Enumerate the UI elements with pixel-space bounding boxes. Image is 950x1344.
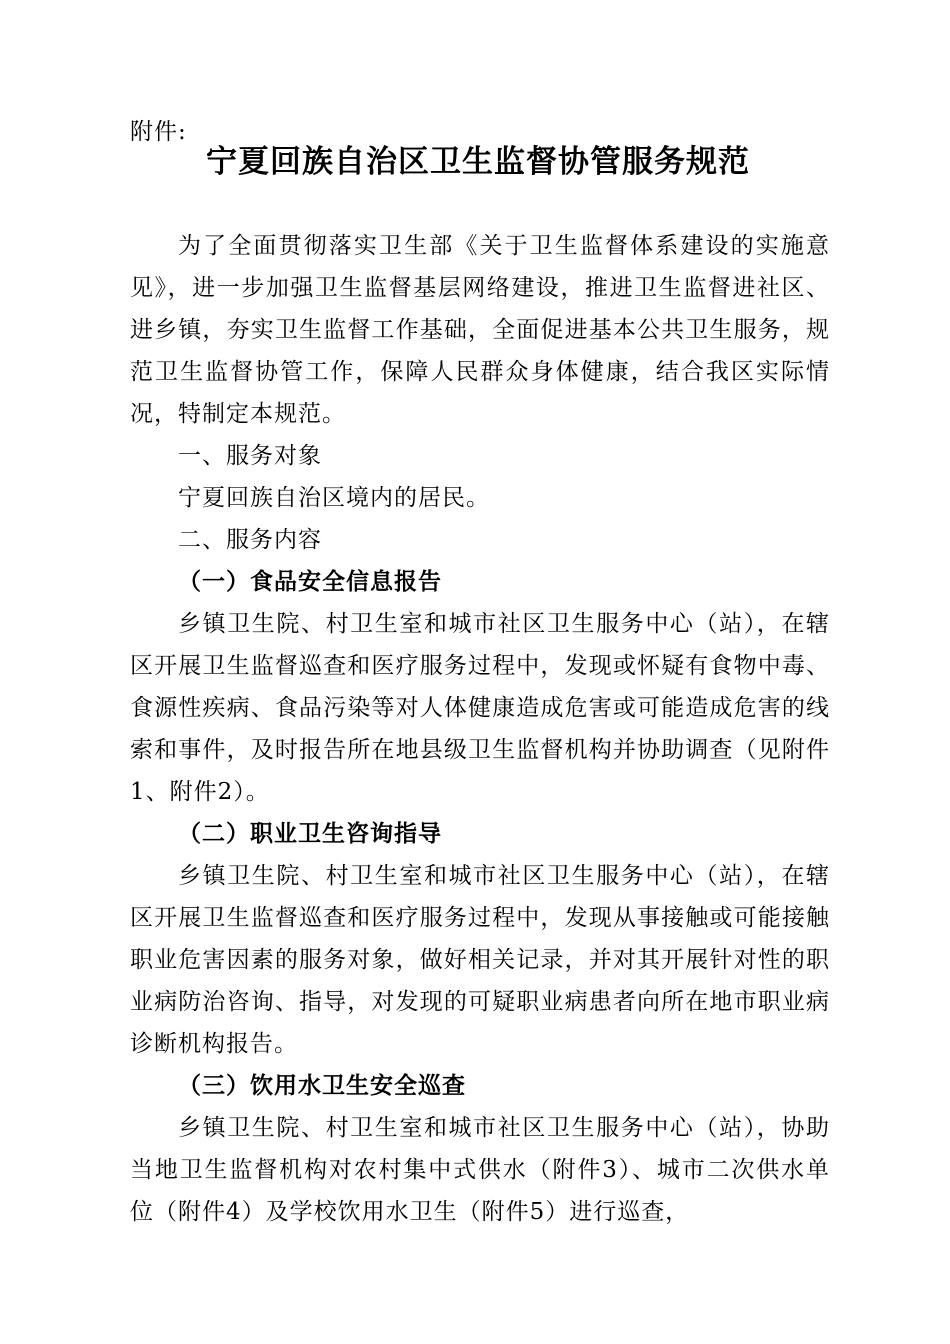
attachment-label: 附件: (130, 119, 187, 145)
subsection-heading-occupational-health: （二）职业卫生咨询指导 (178, 820, 442, 847)
section-heading-service-target: 一、服务对象 (178, 443, 322, 469)
drinking-water-paragraph: 乡镇卫生院、村卫生室和城市社区卫生服务中心（站），协助当地卫生监督机构对农村集中式供水（附件3）、城市二次供水单位（附件4）及学校饮用水卫生（附件5）进行巡查， (130, 1115, 830, 1225)
intro-paragraph: 为了全面贯彻落实卫生部《关于卫生监督体系建设的实施意见》，进一步加强卫生监督基层网络建设，推进卫生监督进社区、进乡镇，夯实卫生监督工作基础，全面促进基本公共卫生服务，规范卫生监督协管工作，保障人民群众身体健康，结合我区实际情况，特制定本规范。 (130, 233, 830, 427)
service-target-paragraph: 宁夏回族自治区境内的居民。 (178, 485, 490, 511)
occupational-health-paragraph: 乡镇卫生院、村卫生室和城市社区卫生服务中心（站），在辖区开展卫生监督巡查和医疗服务过程中，发现从事接触或可能接触职业危害因素的服务对象，做好相关记录，并对其开展针对性的职业病防治咨询、指导，对发现的可疑职业病患者向所在地市职业病诊断机构报告。 (130, 863, 830, 1057)
document-body (130, 225, 830, 1233)
subsection-heading-drinking-water: （三）饮用水卫生安全巡查 (178, 1072, 466, 1099)
subsection-heading-food-safety: （一）食品安全信息报告 (178, 568, 442, 595)
document-title: 宁夏回族自治区卫生监督协管服务规范 (206, 144, 750, 180)
section-heading-service-content: 二、服务内容 (178, 527, 322, 553)
food-safety-paragraph: 乡镇卫生院、村卫生室和城市社区卫生服务中心（站），在辖区开展卫生监督巡查和医疗服务过程中，发现或怀疑有食物中毒、食源性疾病、食品污染等对人体健康造成危害或可能造成危害的线索和事件，及时报告所在地县级卫生监督机构并协助调查（见附件1、附件2）。 (130, 611, 830, 805)
